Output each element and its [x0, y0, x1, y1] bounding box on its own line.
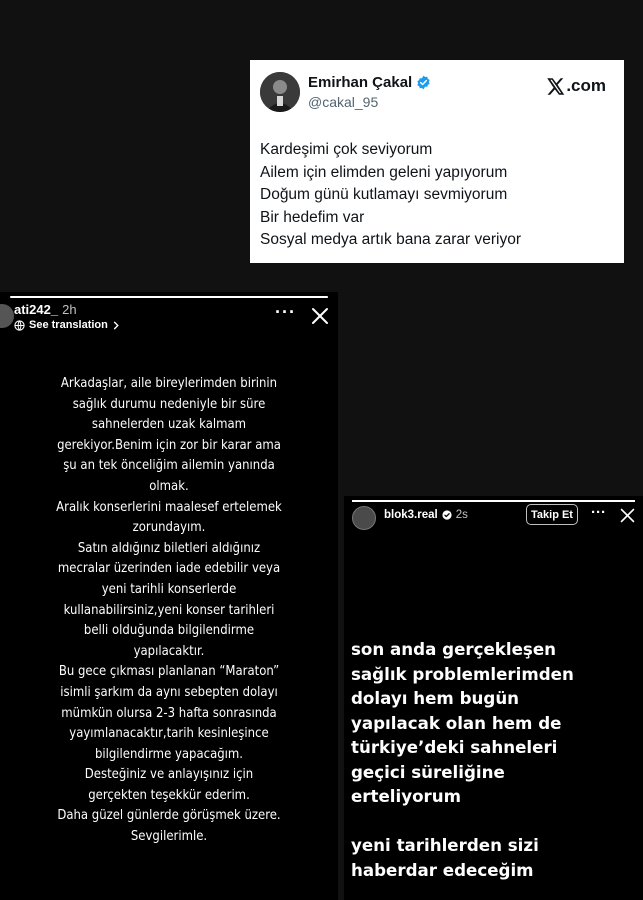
story-username[interactable]: blok3.real: [384, 509, 438, 521]
close-icon[interactable]: [310, 306, 330, 326]
more-dots-icon[interactable]: ···: [275, 302, 296, 322]
story-line: yeni tarihlerden sizi: [351, 836, 539, 856]
story-text: [351, 638, 632, 883]
story-line: sağlık problemlerimden: [351, 664, 574, 685]
x-logo-icon: [547, 78, 565, 95]
avatar[interactable]: [352, 506, 376, 530]
story-line: bilgilendirme yapacağım.: [94, 745, 244, 762]
site-logo[interactable]: [547, 76, 606, 96]
story-line: mecralar üzerinden iade edebilir veya: [57, 560, 281, 577]
tweet-display-name[interactable]: Emirhan Çakal: [308, 74, 413, 91]
story-time: 2s: [455, 509, 468, 521]
story-line: Daha güzel günlerde görüşmek üzere.: [57, 807, 281, 824]
tweet-handle[interactable]: @cakal_95: [308, 94, 379, 110]
story-line: yapılacak olan hem de: [351, 713, 562, 734]
story-line: şu an tek önceliğim ailemin yanında: [63, 457, 275, 474]
story-line: belli olduğunda bilgilendirme: [83, 622, 255, 639]
story-line: gerekiyor.Benim için zor bir karar ama: [57, 436, 281, 453]
story-line: yayımlanacaktır,tarih kesinleşince: [69, 725, 269, 742]
story-progress-bar: [352, 500, 635, 502]
story-line: yeni tarihli konserlerde: [101, 580, 237, 597]
story-line: yapılacaktır.: [133, 642, 205, 659]
story-line: erteliyorum: [351, 787, 462, 807]
story-line: son anda gerçekleşen: [351, 640, 557, 660]
instagram-story-right[interactable]: [344, 496, 643, 900]
more-dots-icon[interactable]: ···: [591, 504, 606, 521]
story-text: [36, 373, 303, 847]
close-icon[interactable]: [619, 507, 636, 524]
story-user-row: [384, 509, 468, 521]
tweet-line: Kardeşimi çok seviyorum: [260, 141, 433, 158]
avatar[interactable]: [0, 304, 14, 328]
verified-badge-icon: [416, 75, 431, 90]
story-line: Arkadaşlar, aile bireylerimden birinin: [60, 375, 278, 391]
avatar[interactable]: [260, 72, 300, 112]
instagram-story-left[interactable]: [0, 292, 338, 900]
story-line: sağlık durumu nedeniyle bir süre: [72, 395, 266, 412]
story-line: isimli şarkım da aynı sebepten dolayı: [60, 683, 278, 700]
story-line: Sevgilerimle.: [130, 828, 208, 845]
follow-button[interactable]: Takip Et: [526, 504, 578, 525]
chevron-right-icon: [112, 321, 120, 330]
tweet-line: Sosyal medya artık bana zarar veriyor: [260, 231, 522, 248]
tweet-line: Bir hedefim var: [260, 208, 365, 226]
story-line: sahnelerden uzak kalmam: [91, 416, 247, 433]
story-user-row: [14, 302, 77, 317]
story-line: gerçekten teşekkür ederim.: [88, 786, 250, 803]
tweet-line: Doğum günü kutlamayı sevmiyorum: [260, 186, 508, 203]
translate-icon: [14, 320, 25, 331]
tweet-text: [260, 139, 614, 252]
see-translation-link[interactable]: [14, 319, 120, 331]
story-line: dolayı hem bugün: [351, 689, 520, 709]
story-line: kullanabilirsiniz,yeni konser tarihleri: [63, 601, 275, 618]
story-line: türkiye’deki sahneleri: [351, 738, 558, 758]
profile-photo-icon: [260, 72, 300, 112]
story-line: Satın aldığınız biletleri aldığınız: [77, 539, 261, 556]
story-line: mümkün olursa 2-3 hafta sonrasında: [61, 704, 277, 721]
story-progress-fill: [352, 500, 635, 502]
story-progress-bar: [10, 296, 328, 298]
story-line: Desteğiniz ve anlayışınız için: [84, 766, 254, 783]
tweet-card[interactable]: [250, 60, 624, 263]
story-time: 2h: [62, 302, 77, 317]
verified-badge-icon: [442, 510, 452, 520]
story-line: Bu gece çıkması planlanan “Maraton”: [58, 663, 280, 680]
story-progress-fill: [10, 296, 328, 298]
see-translation-label: See translation: [29, 319, 108, 331]
site-label: .com: [566, 76, 606, 95]
story-username[interactable]: ati242_: [14, 302, 59, 317]
tweet-line: Ailem için elimden geleni yapıyorum: [260, 163, 508, 181]
story-line: geçici süreliğine: [351, 762, 505, 783]
story-line: zorundayım.: [132, 519, 206, 536]
story-line: Aralık konserlerini maalesef ertelemek: [56, 498, 282, 515]
story-line: olmak.: [149, 477, 189, 494]
paragraph-gap: [351, 810, 632, 835]
story-line: haberdar edeceğim: [351, 860, 534, 881]
tweet-author-row: [308, 74, 431, 91]
